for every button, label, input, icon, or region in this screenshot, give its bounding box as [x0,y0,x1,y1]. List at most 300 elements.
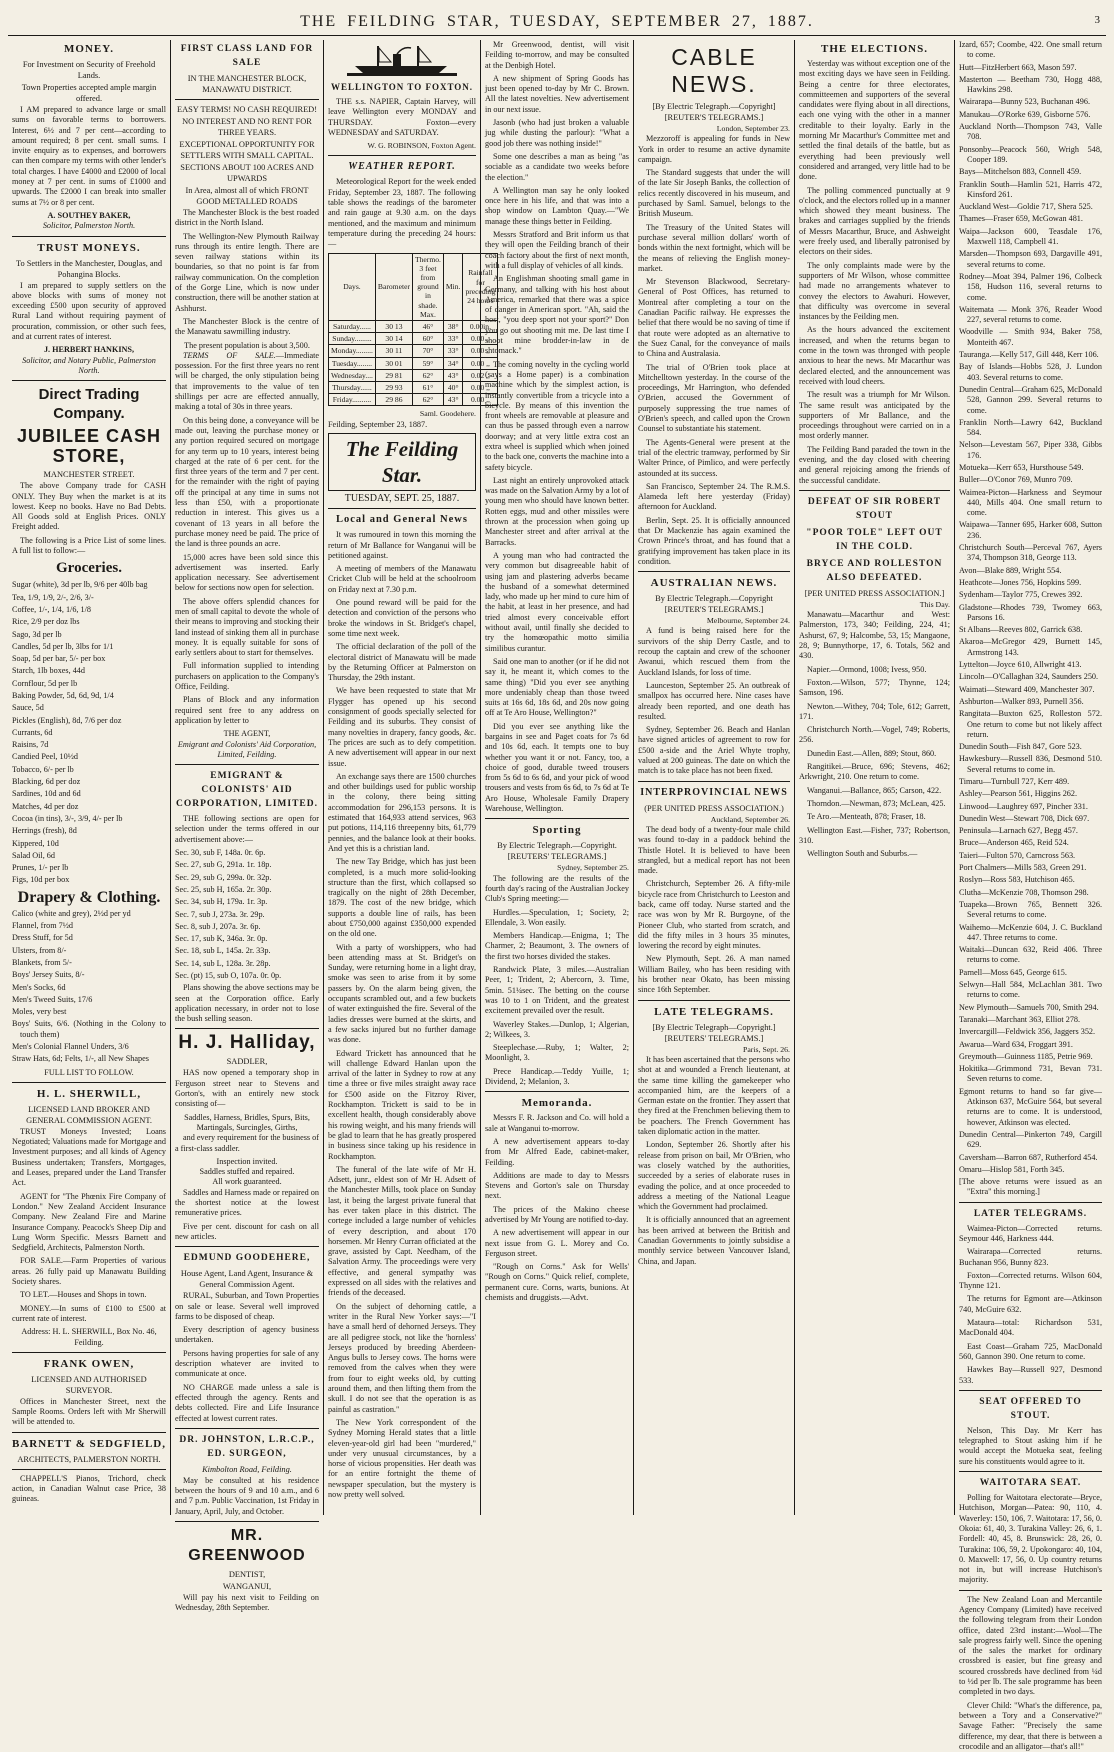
election-results-list [959,40,1102,1198]
owen-body: Offices in Manchester Street, next the Sample Rooms. Orders left with Mr Sherwill will be attended to. [12,1396,166,1427]
goodehere-heading: EDMUND GOODEHERE, [183,1253,311,1264]
owen-subheading: LICENSED AND AUTHORISED SURVEYOR. [31,1374,147,1395]
halliday-items: Saddles, Harness, Bridles, Spurs, Bits, Martingals, Surcingles, Girths, [184,1112,310,1132]
table-row [329,320,498,332]
wanganui-label: WANGANUI, [222,1581,272,1591]
later-telegrams-heading: LATER TELEGRAMS. [973,1208,1088,1219]
grocery-item: Soap, 5d per bar, 5/- per box [12,654,106,664]
late-source: [By Electric Telegraph—Copyright.] [REUTERS' TELEGRAMS.] [652,1022,776,1043]
grocery-item: Starch, 1lb boxes, 44d [12,666,85,676]
chappell-ad: CHAPPELL'S Pianos, Trichord, check action, in Canadian Walnut case Price, 38 guineas. [12,1473,166,1504]
sporting-heading: Sporting [532,824,582,837]
stout-body: Nelson, This Day. Mr Kerr has telegraphed to Stout asking him if he would accept the Motueka seat, feeling sure his constituents would agree to it. [959,1425,1102,1466]
cable-p7: San Francisco, September 24. The R.M.S. Alameda left here yesterday (Friday) afternoon for Auckland. [638,481,790,512]
sherwill-tolet: TO LET.—Houses and Shops in town. [20,1290,147,1300]
column-3 [324,40,496,1514]
drapery-item: Moles, very best [12,1007,67,1017]
money-body: I AM prepared to advance large or small sums on favorable terms to borrowers. Interest, 6½ and 7 per cent—according to amount required; 8 per cent. small sums. I invite enquiry as to expenses, and borrowers can then compare my terms with other lender's total charges. I have £4000 and £2000 of local money at 7 per cent. in sums of £1000 and upwards. The £2000 I can break into smaller sums at 7½ or 8 per cent. [12,105,166,207]
election-result: Dunedin West—Stewart 708, Dick 697. [959,813,1090,823]
election-result: Clutha—McKenzie 708, Thomson 298. [959,887,1089,897]
drapery-item: Flannel, from 7½d [12,921,73,931]
weather-cell: 29 86 [375,394,412,406]
this-day: This Day. [919,599,950,609]
paper-date: TUESDAY, SEPT. 25, 1887. [344,493,460,504]
direct-trading-heading: Direct Trading Company. [38,386,140,423]
discount-note: Five per cent. discount for cash on all new articles. [175,1221,319,1241]
election-result: Waipawa—Tanner 695, Harker 608, Sutton 236. [959,520,1102,540]
section-item: Sec. 8, sub J, 207a. 3r. 6p. [175,921,261,931]
table-row [329,382,498,394]
eca-section-list [175,848,319,981]
grocery-item: Figs, 10d per box [12,875,70,885]
election-result: Port Chalmers—Mills 583, Green 291. [959,863,1087,873]
money-signature: A. SOUTHEY BAKER, [47,210,131,220]
drapery-item: Men's Colonial Flannel Unders, 3/6 [12,1042,129,1051]
drapery-heading: Drapery & Clothing. [17,888,161,906]
section-item: Sec. 30, sub F, 148a. 0r. 6p. [175,848,266,858]
col4-p11: Said one man to another (or if he did not say it, he meant it, which comes to the same thing) "Did you ever see anything more undeniably cheap than those tweed suits at 16s 6d, 18s 6d, and 20s now going off at Te Aro House, Wellington?" [485,656,629,718]
memo-p3: Additions are made to day to Messrs Stevens and Gorton's sale on Thursday next. [485,1170,629,1201]
grocery-item: Cornflour, 5d per lb [12,678,78,688]
grocery-item: Candied Peel, 10½d [12,752,78,762]
result-8: Wanganui.—Ballance, 865; Carson, 422. [807,785,942,795]
weather-cell: 61° [412,382,443,394]
election-result: Tauranga.—Kelly 517, Gill 448, Kerr 106. [959,350,1099,360]
election-result: Franklin North—Lawry 642, Buckland 584. [959,417,1102,438]
jubilee-heading: JUBILEE CASH STORE, [16,426,162,467]
saddler-label: SADDLER, [226,1057,268,1067]
election-result: Awarua—Ward 634, Froggart 391. [959,1039,1073,1049]
grocery-item: Kippered, 10d [12,838,59,848]
election-result: Invercargill—Feldwick 356, Jaggers 352. [959,1027,1096,1037]
weather-cell: 30 11 [375,345,412,357]
money-title: MONEY. [64,43,114,55]
election-result: Greymouth—Guinness 1185, Petrie 969. [959,1051,1093,1061]
weather-cell: 0.00 ,, [463,382,498,394]
masthead [8,8,1106,36]
inspection-invited: Inspection invited. [216,1156,278,1166]
election-result: Rodney—Moat 394, Palmer 196, Colbeck 158, Hudson 116, several returns to come. [959,271,1102,302]
election-result: St Albans—Reeves 802, Garrick 638. [959,625,1083,635]
sherwill-address: Address: H. L. SHERWILL, Box No. 46, Feilding. [21,1327,157,1347]
land-p8: The above offers splendid chances for men of small capital to devote the whole of their means to improving and stocking their land instead of sinking them all in purchase money. It is equally suitable for sons of early settlers about to start for themselves. [175,596,319,658]
grocery-item: Salad Oil, 6d [12,850,55,860]
weather-cell: 62° [412,394,443,406]
sherwill-subheading: LICENSED LAND BROKER AND GENERAL COMMISSION AGENT. [26,1104,152,1125]
local-p10: The funeral of the late wife of Mr H. Adsett, junr., eldest son of Mr H. Adsett of the Manchester Mills, took place on Sunday last, it being the largest private funeral that has ever taken place in this district. The cortege included a large number of vehicles of every description, and about 170 horsemen. Mr Henry Curran officiated at the grave, assisted by Capt. Needham, of the Salvation Army. The proceedings were very effective, and general sympathy was expressed on all sides with the relatives and friends of the deceased. [328,1164,476,1298]
land-p3: The Manchester Block is the centre of the Manawatu sawmilling industry. [175,316,319,337]
weather-cell: 70° [412,345,443,357]
drapery-item: Boys' Suits, 6/6. (Nothing in the Colony to touch them) [12,1019,166,1039]
trust-body: I am prepared to supply settlers on the above blocks with sums of money not exceeding £500 upon security of approved Rural Land without requiring payment of procuration, commission, or other such fees, and at current rates of interest. [12,280,166,342]
election-result: Bay of Islands—Hobbs 528, J. Lundon 403. Several returns to come. [959,362,1102,382]
rural-p3: Persons having properties for sale of any description whatever are invited to communicate at once. [175,1348,319,1379]
grocery-item: Cocoa (in tins), 3/-, 3/9, 4/- per lb [12,813,123,823]
eca-body: THE following sections are open for selection under the terms offered in our advertisement above:— [175,814,319,844]
drapery-list [12,909,166,1065]
weather-cell: 29 81 [375,369,412,381]
press-source: [PER UNITED PRESS ASSOCIATION.] [804,588,945,598]
election-result: Wairarapa—Bunny 523, Buchanan 496. [959,97,1090,107]
grocery-item: Tobacco, 6/- per lb [12,764,74,774]
election-result: Auckland North—Thompson 743, Valle 708. [959,122,1102,142]
money-subtitle-2: Town Properties accepted ample margin offered. [21,83,157,103]
col4-p7: An Englishman shooting small game in Germany, and talking with his host about America, remarked that there was a spice of danger in American sport. "Ah, said the host, "you deep sport not your sport?" Don you go out shooting mit me. De last time I shoot mine brodder-in-law in de shtomack." [485,274,629,356]
late-telegrams-heading: LATE TELEGRAMS. [654,1005,774,1018]
col4-p5: A Wellington man say he only looked once here in his life, and that was into a shop window on Lambton Quay.—"We manage these things better in Feilding. [485,185,629,226]
col4-p8: The coming novelty in the cycling world (says a Home paper) is a combination machine which by the simplest action, is instantly convertible from a tricycle into a bicycle. By means of this invention the front wheels are removable at pleasure and can thus be passed through even a narrow doorway; and at very little extra cost an extra wheel is supplied which when joined to the back one, converts the machine into a safety bicycle. [485,359,629,472]
halliday-heading: H. J. Halliday, [178,1032,316,1054]
local-p6: An exchange says there are 1500 churches and other buildings used for public worship in the colony, there being sitting accommodation for 296,153 persons. It is estimated that 164,933 attend services, 963 put potions, 114,116 threepenny bits, 61,779 pennies, and the balance look at their books. And yet this is a christian land. [328,771,476,853]
section-item: Sec. 17, sub K, 346a. 3r. 0p. [175,934,268,944]
money-subtitle: For Investment on Security of Freehold Lands. [22,60,156,80]
later-6: East Coast—Graham 725, MacDonald 560, Gannon 390. One return to come. [959,1341,1102,1361]
grocery-item: Blacking, 6d per doz [12,777,81,787]
halliday-body-2: and every requirement for the business of a first-class saddler. [175,1133,319,1153]
election-result: Gladstone—Rhodes 739, Twomey 663, Parsons 16. [959,602,1102,622]
elections-p6: The Feilding Band paraded the town in the evening, and the day closed with cheering and general rejoicing among the friends of the successful candidate. [799,444,950,485]
napier-ad: THE s.s. NAPIER, Captain Harvey, will leave Wellington every MONDAY and THURSDAY. Foxton—every WEDNESDAY and SATURDAY. [328,97,476,137]
election-result: Dunedin Central—Pinkerton 749, Cargill 629. [959,1129,1102,1150]
election-result: Waihemo—McKenzie 604, J. C. Buckland 447. Three returns to come. [959,922,1102,942]
weather-date: Feilding, September 23, 1887. [328,419,428,429]
cable-p8: Berlin, Sept. 25. It is officially announced that Dr Mackenzie has again examined the Crown Prince's throat, and has found that a gratifying improvement has taken place in its condition. [638,515,790,566]
jubilee-body: The above Company trade for CASH ONLY. They Buy when the market is at its lowest. Keep no books. Have no Bad Debts. All Goods sold at English Prices. ONLY Freight added. [12,481,166,532]
election-result: Manukau—O'Rorke 639, Gisborne 576. [959,109,1091,119]
section-item: Sec. 14, sub L, 128a. 3r. 28p. [175,958,271,968]
election-result: Rangitata—Buxton 625, Rolleston 572. One return to come but not likely affect return. [959,709,1102,739]
late-p3: It is officially announced that an agreement has been arrived at between the British and Canadian Governments to jointly subsidise a monthly service between Vancouver Island, China, and Japan. [638,1215,790,1266]
section-item: Sec. 27, sub G, 291a. 1r. 18p. [175,860,272,870]
sherwill-heading: H. L. SHERWILL, [36,1087,142,1100]
election-result: Woodville — Smith 934, Baker 758, Monteith 467. [959,327,1102,347]
grocery-item: Prunes, 1/- per lb [12,863,69,873]
election-result: Avon—Blake 889, Wright 554. [959,565,1062,575]
sporting-p7: Prece Handicap.—Teddy Yuille, 1; Dividend, 2; Melanion, 3. [485,1066,629,1087]
sections: SECTIONS ABOUT 100 ACRES AND UPWARDS [180,163,314,183]
election-result: Timaru—Turnbull 727, Kerr 489. [959,777,1070,786]
elections-p2: The polling commenced punctually at 9 o'clock, and the electors rolled up in a manner which showed they meant business. The brakes and carriages supplied by the friends of Messrs Macarthur, Bruce, and Ashweight were freely used, and liberally patronised by electors on their sides. [799,185,950,257]
weather-cell: Tuesday........ [329,357,376,369]
steamship-icon [328,42,476,78]
result-5: Christchurch North.—Vogel, 749; Roberts, 256. [799,725,950,745]
section-item: Sec. 7, sub J, 273a. 3r. 29p. [175,909,265,919]
election-result: Waitemata — Monk 376, Reader Wood 227, several returns to come. [959,304,1102,325]
drapery-item: Men's Socks, 6d [12,982,66,992]
drapery-item: Ulsters, from 8/- [12,945,67,955]
late-p2: London, September 26. Shortly after his release from prison on bail, Mr O'Brien, who was closely watched by the authorities, succeeded by a series of elaborate ruses in evading the police, and at once proceeded to address a meeting of the National League which the Government had proclaimed. [638,1140,790,1212]
land-title: FIRST CLASS LAND FOR SALE [180,44,314,68]
election-result: Ashley—Pearson 561, Higgins 262. [959,789,1078,799]
election-result: Hokitika—Grimmond 731, Bevan 731. Seven returns to come. [959,1064,1102,1084]
groceries-heading: Groceries. [56,560,122,577]
table-row [329,345,498,357]
cable-source: [By Electric Telegraph.—Copyright] [REUTER'S TELEGRAMS.] [652,102,776,122]
result-10: Te Aro.—Menteath, 878; Fraser, 18. [807,812,926,822]
late-p1: It has been ascertained that the persons who shot at and wounded a French lieutenant, at the same time killing the gamekeeper who accompanied him, are the keepers of a German estate on the frontier. They assert that they fired at the Frenchmen believing them to be poachers. The French Government has taken diplomatic action in the matter. [638,1054,790,1137]
grocery-item: Tea, 1/9, 1/9, 2/-, 2/6, 3/- [12,592,94,602]
sporting-p5: Waverley Stakes.—Dunlop, 1; Algerian, 2; Wilkees, 3. [485,1019,629,1039]
drapery-item: Straw Hats, 6d; Felts, 1/-, all New Shapes [12,1054,149,1064]
sporting-date: Sydney, September 25. [557,863,629,873]
election-result: Akaroa—McGregor 429, Burnett 145, Armstrong 143. [959,637,1102,657]
column-6 [795,40,954,1514]
election-result: Parnell—Moss 645, George 615. [959,967,1067,977]
sporting-p4: Randwick Plate, 3 miles.—Australian Peer, 1; Trident, 2; Abercorn, 3. Time, 5min. 51¼sec. The betting on the course was 10 to 1 on Trident, and the greatest excitement prevailed over the result. [485,965,629,1016]
owen-heading: FRANK OWEN, [43,1357,135,1370]
weather-cell: 30 13 [375,320,412,332]
result-11: Wellington East.—Fisher, 737; Robertson, 310. [799,825,950,845]
election-result: Egmont returns to hand so far give—Atkinson 637, McGuire 564, but several returns are to come. It is understood, however, Atkinson was elected. [959,1086,1102,1127]
weather-signature: Saml. Goodehere. [419,409,476,419]
land-p6: On this being done, a conveyance will be made out, leaving the purchase money or any portion required secured on mortgage for any term up to 10 years, interest being charged at the rate of 6 per cent. for the first three years of the term and 7 per cent. for the remainder with the right of paying off the principal at any time in sums not less than £50, with a proportionate reduction in interest. This gives us a covenant of 13 years in all before the purchase money need be paid. The price of the land is three pounds an acre. [175,415,319,549]
drapery-item: Men's Tweed Suits, 17/6 [12,994,93,1004]
trust-title: TRUST MONEYS. [37,241,141,254]
inter-p1: The dead body of a twenty-four male child was found to-day in a paddock behind the Thistle Hotel. It is believed to have been strangled, but a medical report has not been made. [638,824,790,876]
interprovincial-heading: INTERPROVINCIAL NEWS [640,786,788,798]
cable-p3: The Treasury of the United States will purchase several million dollars' worth of bonds within the next fortnight, which will be the means of relieving the English money-market. [638,222,790,273]
weather-heading: WEATHER REPORT. [348,161,456,173]
sherwill-agent: AGENT for "The Phœnix Fire Company of London." New Zealand Accident Insurance Company. New Zealand Fire and Marine Insurance Company. Peacock's Sheep Dip and Lung Worm Specific. Messrs Barnett and Sedgfield, Architects, Palmerston North. [12,1191,166,1253]
grocery-item: Candles, 5d per lb, 3lbs for 1/1 [12,641,114,651]
price-intro: The following is a Price List of some lines. A full list to follow:— [12,535,166,556]
col4-p9: Last night an entirely unprovoked attack was made on the Salvation Army by a lot of young men who should have known better. Rotten eggs, mud and other missiles were thrown at the procession when going up Manchester street and after arrival at the Barracks. [485,475,629,547]
election-result: Nelson—Levestam 567, Piper 338, Gibbs 176. [959,440,1102,460]
rural-p4: NO CHARGE made unless a sale is effected through the agency. Rents and debts collected. Fire and Life Insurance effected at lowest current rates. [175,1382,319,1423]
weather-header-cell: Thermo. 3 feet from ground in shade. Max. [412,253,443,320]
election-result: Waimati—Steward 409, Manchester 307. [959,684,1095,694]
paper-title: The Feilding Star. [328,433,476,491]
election-result: Ponsonby—Peacock 560, Wrigh 548, Cooper 189. [959,144,1102,164]
land-p10: Plans of Block and any information required sent free to any address on application by letter to [175,695,319,725]
drapery-item: Calico (white and grey), 2½d per yd [12,908,131,918]
weather-cell: 43° [443,394,463,406]
column-5 [634,40,794,1514]
sherwill-forsale: FOR SALE.—Farm Properties of various areas. 26 fully paid up Manawatu Building Society shares. [12,1256,166,1287]
col4-p10: A young man who had contracted the very common but disagreeable habit of using jam and plastering adverbs became the husband of a somewhat determined lady, who made up her mind to cure him of the habit, at least in her presence, and had tried almost every conceivable effort without avail, until finally she decided to try the homœopathic motto similia similibus curantur. [485,550,629,653]
grocery-item: Sago, 3d per lb [12,629,62,639]
elections-p5: The result was a triumph for Mr Wilson. The same result was anticipated by the supporters of Mr Ballance, and the proceedings throughout were carried on in a most orderly manner. [799,390,950,441]
memo-p4: The prices of the Makino cheese advertised by Mr Young are notified to-day. [485,1204,629,1224]
land-p1: The Manchester Block is the best roaded district in the North Island. [175,208,319,228]
table-row [329,333,498,345]
weather-cell: 0.00 ,, [463,333,498,345]
sporting-p2: Hurdles.—Speculation, 1; Society, 2; Ellendale, 3. Won easily. [485,907,629,927]
cable-news-heading: CABLE NEWS. [671,44,757,97]
election-result: [The above returns were issued as an "Extra" this morning.] [959,1177,1102,1197]
election-result: Roslyn—Ross 583, Hutchison 465. [959,875,1075,885]
sporting-p6: Steeplechase.—Ruby, 1; Walter, 2; Moonlight, 3. [485,1043,629,1063]
barnett-heading: BARNETT & SEDGFIELD, [12,1437,166,1450]
later-4: The returns for Egmont are—Atkinson 740, McGuire 632. [959,1294,1102,1314]
election-result: Peninsula—Larnach 627, Begg 457. [959,826,1078,836]
result-12: Wellington South and Suburbs.— [807,849,918,859]
land-p2: The Wellington-New Plymouth Railway runs through its entire length. There are seven railway stations within its boundaries, so that no point is far from railway communication. On the completion of the Gorge Line, which is now under construction, there will be another station at Ashhurst. [175,231,319,313]
weather-cell: 33° [443,345,463,357]
result-6: Dunedin East.—Allen, 889; Stout, 860. [807,748,937,758]
weather-cell: 0.00 ,, [463,345,498,357]
interprovincial-source: (PER UNITED PRESS ASSOCIATION.) [644,803,784,813]
local-p5: We have been requested to state that Mr Flygger has opened up his second consignment of goods specially selected for Feilding and its suburbs. They consist of many novelties in drapery, fancy goods, &c. The prices are such as to defy competition. A new advertisement will appear in our next issue. [328,686,476,768]
weather-cell: 0.02 ,, [463,369,498,381]
column-7 [955,40,1106,1751]
grocery-item: Raisins, 7d [12,740,49,750]
later-1: Waimea-Picton—Corrected returns. Seymour 446, Harkness 444. [959,1223,1102,1243]
local-p8: With a party of worshippers, who had been attending mass at St. Bridget's on Sunday, were returning home in a light dray, smoke was seen to arise from it by some passers by. On the alarm being given, the occupants scrambled out, and a few buckets of water extinguished the fire. Several of the ladies dresses were burned at the skirts, and a few sacks injured but no further damage was done. [328,942,476,1045]
election-result: Lincoln—O'Callaghan 324, Saunders 250. [959,672,1099,682]
result-1: Manawatu—Macarthur and West: Palmerston, 173, 340; Feilding, 224, 41; Ashurst, 67, 9; Halcombe, 53, 15; Mangaone, 28, 9; Bunnythorpe, 17, 6. Totals, 562 and 430. [799,610,950,661]
inter-p2: Christchurch, September 26. A fifty-mile bicycle race from Christchurch to Leeston and back, came off today. Nurse started and the race was won by Mr R. Burgoyne, of the Pioneer Club, who started from scratch, and did the fifty miles in 3 hours 35 minutes, lowering the record by eight minutes. [638,879,790,951]
weather-header-cell: Days. [329,253,376,320]
election-result: Selwyn—Hall 584, McLachlan 381. Two returns to come. [959,980,1102,1000]
australian-source: By Electric Telegraph.—Copyright [REUTER'S TELEGRAMS.] [655,594,773,615]
col4-p3: Jasonb (who had just broken a valuable jug while dusting the parlour): "What a good job there was nothing inside!" [485,118,629,148]
eca-note: Plans showing the above sections may be seen at the Corporation office. Early application necessary, in order not to lose the bush selling season. [175,983,319,1024]
trust-signature: J. HERBERT HANKINS, [43,345,135,355]
election-result: Caversham—Barron 687, Rutherford 454. [959,1152,1098,1162]
result-9: Thorndon.—Newman, 873; McLean, 425. [807,798,946,808]
weather-cell: Monday......... [329,345,376,357]
election-result: Sydenham—Taylor 775, Crewes 392. [959,590,1083,600]
saddles-repaired: Saddles and Harness made or repaired on the shortest notice at the lowest remunerative prices. [175,1187,319,1218]
cable-p6: The Agents-General were present at the trial of the electric tramway, performed by Sir Walter Prince, of Pimlico, and were perfectly astounded at its success. [638,437,790,478]
sporting-p3: Members Handicap.—Enigma, 1; The Charmer, 2; Beaumont, 3. The owners of the first two horses divided the stakes. [485,931,629,961]
jubilee-subheading: MANCHESTER STREET. [43,470,135,480]
eca-heading: EMIGRANT & COLONISTS' AID CORPORATION, LIMITED. [176,771,318,810]
local-p12: The New York correspondent of the Sydney Morning Herald states that a little eleven-year-old girl had been "murdered," under very unusual circumstances, by a horse of vicious propensities. Her death was for an entire fortnight the theme of newspaper speculation, but the mystery is now pretty well solved. [328,1417,476,1500]
election-result: Omaru—Hislop 581, Forth 345. [959,1164,1065,1174]
election-result: Dunedin Central—Graham 625, McDonald 528, Gannon 299. Several returns to come. [959,384,1102,415]
col4-p2: A new shipment of Spring Goods has just been opened to-day by Mr C. Brown. All the latest novelties. New advertisement in our next issue. [485,73,629,114]
col4-p6: Messrs Stratford and Brit inform us that they will open the Feilding branch of their coach factory about the first of next month, with a full display of vehicles of all kinds. [485,230,629,270]
election-result: Bruce—Anderson 465, Reid 524. [959,838,1069,848]
section-item: Sec. 18, sub L, 145a. 2r. 33p. [175,946,271,956]
result-7: Rangitikei.—Bruce, 696; Stevens, 462; Arkwright, 210. One return to come. [799,762,950,782]
section-item: Sec. 25, sub H, 165a. 2r. 30p. [175,884,272,894]
elections-p3: The only complaints made were by the supporters of Mr Wilson, whose committee had made no arrangements whatever to convey the electors to Awahuri. However, that difficulty was overcome in several instances by the Feilding men. [799,260,950,322]
cable-p2: The Standard suggests that under the will of the late Sir Joseph Banks, the collection of relics recently discovered in his museum, and purchased by Saml. Samuel, belongs to the British Museum. [638,168,790,219]
cable-date: London, September 23. [716,124,790,133]
rural-p1: RURAL, Suburban, and Town Properties on sale or lease. Several well improved farms to be disposed of cheap. [175,1291,319,1321]
weather-cell: 30 01 [375,357,412,369]
election-result: Auckland West—Goldie 717, Shera 525. [959,202,1093,212]
goodehere-subheading: House Agent, Land Agent, Insurance & General Commission Agent. [180,1269,314,1290]
drapery-item: Boys' Jersey Suits, 8/- [12,970,85,980]
terms-body: —Immediate possession. For the first three years no rent will be charged, the only stipulation being that improvements to the value of ten shillings per acre are effected annually, making a total of 30s in three years. [175,350,319,412]
drapery-item: Blankets, from 5/- [12,957,72,967]
inter-p3: New Plymouth, Sept. 26. A man named William Bailey, who has been residing with his brother near Okato, has been missing since 16th September. [638,954,790,995]
election-result: Hutt—FitzHerbert 663, Mason 597. [959,62,1077,72]
land-subtitle: IN THE MANCHESTER BLOCK, MANAWATU DISTRICT. [187,74,307,94]
wellington-foxton-heading: WELLINGTON TO FOXTON. [330,82,474,92]
sections-2: In Area, almost all of which FRONT GOOD METALLED ROADS [185,186,309,206]
election-result: Waipa—Jackson 600, Teasdale 176, Maxwell 118, Campbell 41. [959,226,1102,247]
sherwill-money: MONEY.—In sums of £100 to £500 at current rate of interest. [12,1303,166,1323]
johnston-heading: DR. JOHNSTON, L.R.C.P., ED. SURGEON, [179,1434,315,1459]
col4-p4: Some one describes a man as being "as sociable as a candidate two weeks before the election." [485,151,629,182]
weather-cell: 29 93 [375,382,412,394]
no-interest: NO INTEREST AND NO RENT FOR THREE YEARS. [182,117,312,137]
waitotara-body: Polling for Waitotara electorate—Bryce, Hutchison, Morgan—Patea: 90, 110, 4. Waverley: 150, 106, 7. Waitotara: 17, 56, 0. Okoia: 61, 40, 3. Turakina Valley: 26, 6, 1. Fordell: 40, 45, 8. Brunswick: 28, 26, 0. Turakina: 106, 59, 2. Upokongaro: 40, 104, 0. Maxwell: 17, 56, 0. Up country returns not in, but will increase Hutchison's majority. [959,1493,1102,1585]
election-result: Christchurch South—Perceval 767, Ayers 374, Thompson 318, George 113. [959,543,1102,563]
waitotara-heading: WAITOTARA SEAT. [979,1478,1082,1489]
johnston-subheading: Kimbolton Road, Feilding. [202,1464,292,1474]
sporting-p1: The following are the results of the fourth day's racing of the Australian Jockey Club's Spring meeting:— [485,873,629,904]
election-result: Motueka—Kerr 653, Hursthouse 549. [959,462,1084,472]
weather-cell: 43° [443,369,463,381]
weather-cell: Sunday......... [329,333,376,345]
cable-p1: Mezzoroff is appealing for funds in New York in order to resume an active dynamite campaign. [638,134,790,164]
weather-cell: Wednesday.... [329,369,376,381]
election-result: Marsden—Thompson 693, Dargaville 491, several returns to come. [959,249,1102,269]
interprovincial-date: Auckland, September 26. [710,814,790,824]
weather-cell: Thursday...... [329,382,376,394]
table-row [329,394,498,406]
later-2: Wairarapa—Corrected returns. Buchanan 956, Bunny 823. [959,1247,1102,1267]
money-signature-title: Solicitor, Palmerston North. [42,221,136,231]
johnston-body: May be consulted at his residence between the hours of 9 and 10 a.m., and 6 and 7 p.m. Public Vaccination, 1st Friday in January, April, July, and October. [175,1475,319,1516]
poor-tole-heading: "POOR TOLE" LEFT OUT IN THE COLD. [806,527,943,552]
cable-p4: Mr Stevenson Blackwood, Secretary-General of Post Offices, has returned to Montreal after completing a tour on the Canadian Pacific railway. He expresses the belief that there would be no saving of time if that route were adopted as an alternative to the Suez Canal, for the conveyance of mails to China and Australasia. [638,277,790,359]
weather-cell: 34° [443,357,463,369]
election-result: Taieri—Fulton 570, Carncross 563. [959,850,1076,860]
election-result: Masterton — Beetham 730, Hogg 488, Hawkins 298. [959,74,1102,95]
local-p1: It was rumoured in town this morning the return of Mr Ballance for Wanganui will be petitioned against. [328,530,476,560]
election-result: Buller—O'Conor 769, Munro 709. [959,475,1073,485]
bryce-heading: BRYCE AND ROLLESTON ALSO DEFEATED. [806,558,943,583]
aus-p2: Launceston, September 25. An outbreak of smallpox has occurred here. Nine cases have already been reported, and one death has resulted. [638,680,790,721]
masthead-title: THE FEILDING STAR, TUESDAY, SEPTEMBER 27, 1887. [300,12,814,30]
page-number: 3 [1094,14,1102,26]
elections-p1: Yesterday was without exception one of the most exciting days we have seen in Feilding. Being a centre for three electorates, committeemen and supporters of the several candidates were flying about in all directions, each one vying with the other in a manner creditable to their loyalty. Early in the morning Mr Macarthur's Committee met and settled the final details of the battle, but as everything had been previously well considered and arranged, very little had to be done. [799,59,950,182]
memo-p1: Messrs F. R. Jackson and Co. will hold a sale at Wanganui to-morrow. [485,1113,629,1133]
weather-cell: Friday.......... [329,394,376,406]
land-p7: 15,000 acres have been sold since this advertisement was inserted. Early application necessary. See advertisement below for sections now open for selection. [175,552,319,593]
memoranda-heading: Memoranda. [521,1097,593,1110]
weather-header-cell: Min. [443,253,463,320]
defeat-stout-heading: DEFEAT OF SIR ROBERT STOUT [807,496,942,521]
section-item: Sec. (pt) 15, sub O, 107a. 0r. 0p. [175,971,282,980]
aus-p1: A fund is being raised here for the survivors of the ship Derry Castle, and to recoup the captain and crew of the schooner Awanui, which rescued them from the Auckland Islands, for loss of time. [638,626,790,677]
election-result: Franklin South—Hamlin 521, Harris 472, Kinsford 261. [959,179,1102,199]
memo-p5: A new advertisement will appear in our next issue from G. L. Morey and Co. Ferguson street. [485,1228,629,1258]
trust-subtitle: To Settlers in the Manchester, Douglas, and Pohangina Blocks. [15,258,163,279]
weather-cell: 38° [443,320,463,332]
result-4: Newton.—Withey, 704; Tole, 612; Garrett, 171. [799,701,950,721]
sherwill-body: TRUST Moneys Invested; Loans Negotiated; Valuations made for Mortgage and Investment purposes; and all kinds of Agency Business undertaken; Transfers, Mortgages, and Leases, prepared under the Land Transfer Act. [12,1126,166,1188]
grocery-item: Herrings (fresh), 8d [12,826,77,836]
election-result: Thames—Fraser 659, McGowan 481. [959,214,1083,224]
grocery-item: Sauce, 5d [12,703,44,713]
local-p4: The official declaration of the poll of the electoral district of Manawatu will be made by the Returning Officer at Palmerston on Thursday, the 29th instant. [328,642,476,683]
column-1 [8,40,170,1514]
election-result: Linwood—Laughrey 697, Pincher 331. [959,801,1088,811]
weather-cell: 62° [412,369,443,381]
table-row [329,369,498,381]
weather-header-cell: Barometer [375,253,412,320]
sporting-source: By Electric Telegraph.—Copyright. [REUTERS' TELEGRAMS.] [497,841,617,862]
weather-intro: Meteorological Report for the week ended Friday, September 23, 1887. The following table shows the readings of the barometer and rain gauge at 9.30 a.m. on the days mentioned, and the maximum and minimum temperature during the preceding 24 hours:— [328,177,476,249]
result-2: Napier.—Ormond, 1008; Ivess, 950. [807,664,927,674]
easy-terms: EASY TERMS! NO CASH REQUIRED! [176,105,318,114]
grocery-item: Sardines, 10d and 6d [12,789,81,799]
grocery-item: Pickles (English), 8d, 7/6 per doz [12,715,122,725]
column-2 [171,40,323,1613]
weather-cell: 0.00in. [463,320,498,332]
barnett-subheading: ARCHITECTS, PALMERSTON NORTH. [17,1454,161,1464]
weather-cell: 59° [412,357,443,369]
weather-cell: 0.00 ,, [463,357,498,369]
